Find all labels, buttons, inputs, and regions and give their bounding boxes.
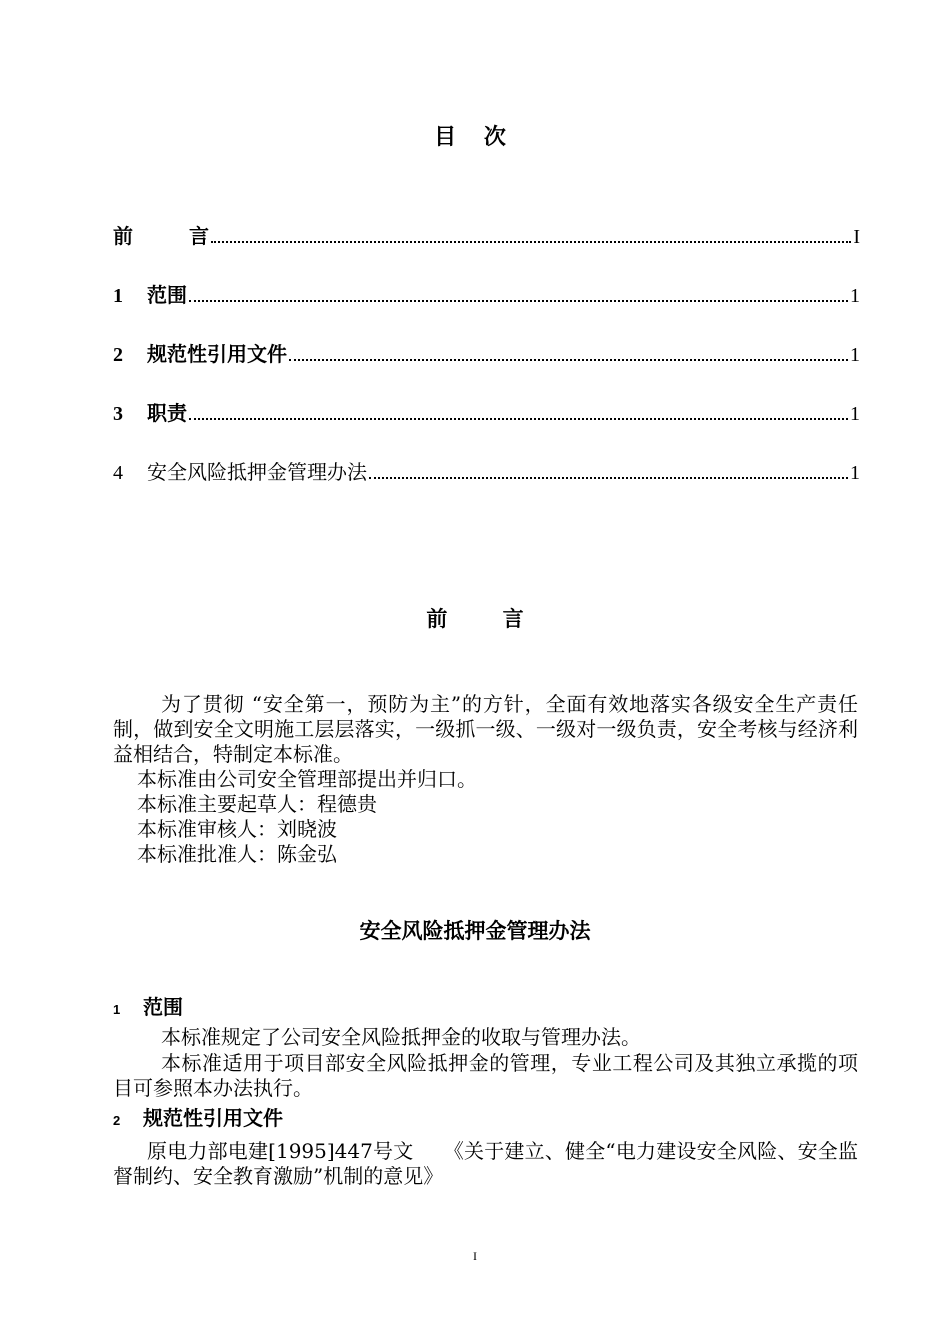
toc-entry-page: 1 [850,285,860,307]
toc-leader-dots [369,476,848,479]
section-heading-scope [113,991,183,1020]
toc-entry-duties[interactable] [113,397,860,427]
toc-entry-page: 1 [850,403,860,425]
scope-paragraph: 本标准适用于项目部安全风险抵押金的管理，专业工程公司及其独立承揽的项目可参照本办法执行。 [113,1051,858,1100]
section-heading-references [113,1102,283,1131]
page-number: I [473,1249,477,1263]
section-title: 范围 [143,995,183,1019]
toc-leader-dots [189,299,848,302]
toc-entry-label: 前 言 [113,224,227,248]
toc-entry-number: 1 [113,285,123,307]
section-title: 规范性引用文件 [143,1106,283,1130]
toc-entry-scope[interactable] [113,279,860,309]
preface-paragraph: 为了贯彻 “安全第一，预防为主”的方针，全面有效地落实各级安全生产责任制，做到安全文明施工层层落实，一级抓一级、一级对一级负责，安全考核与经济利益相结合，特制定本标准。 [113,692,858,766]
toc-entry-number: 2 [113,344,123,366]
toc-entry-number: 4 [113,462,123,484]
toc-leader-dots [189,417,848,420]
preface-line: 本标准由公司安全管理部提出并归口。 [137,767,477,791]
document-title: 安全风险抵押金管理办法 [359,919,591,943]
preface-title: 前 言 [426,607,548,631]
toc-entry-references[interactable] [113,338,860,368]
scope-paragraph: 本标准规定了公司安全风险抵押金的收取与管理办法。 [161,1025,641,1049]
toc-entry-label: 范围 [147,283,187,307]
toc-entry-label: 安全风险抵押金管理办法 [147,460,367,484]
section-number: 1 [113,1002,121,1017]
toc-entry-label: 职责 [147,401,187,425]
preface-reviewer: 本标准审核人：刘晓波 [137,817,337,841]
toc-entry-page: I [853,226,860,248]
preface-drafter: 本标准主要起草人：程德贵 [137,792,377,816]
section-number: 2 [113,1113,121,1128]
toc-entry-preface[interactable] [113,220,860,250]
references-paragraph: 原电力部电建[1995]447号文 《关于建立、健全“电力建设安全风险、安全监督制约、安全教育激励”机制的意见》 [113,1139,858,1188]
preface-approver: 本标准批准人：陈金弘 [137,842,337,866]
toc-leader-dots [211,240,851,243]
toc-title: 目 次 [434,125,516,150]
toc-leader-dots [289,358,848,361]
toc-entry-management[interactable] [113,456,860,486]
toc-entry-number: 3 [113,403,123,425]
toc-entry-page: 1 [850,344,860,366]
toc-entry-page: 1 [850,462,860,484]
toc-entry-label: 规范性引用文件 [147,342,287,366]
